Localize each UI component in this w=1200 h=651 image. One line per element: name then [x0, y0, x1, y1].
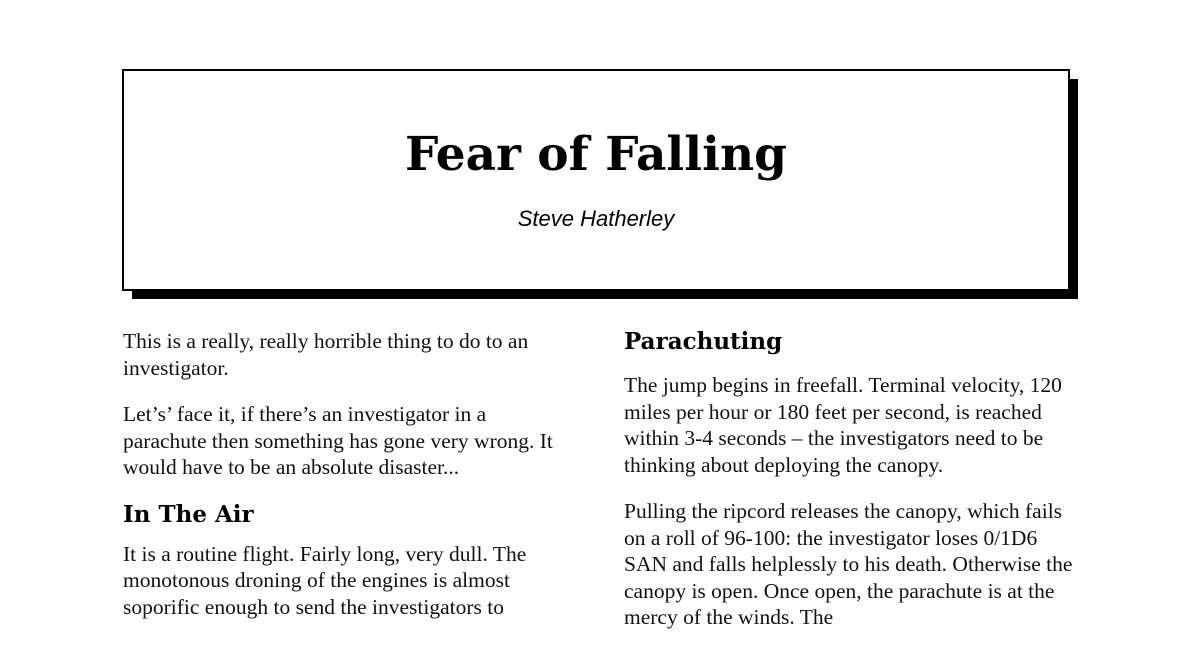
paragraph-ripcord: Pulling the ripcord releases the canopy, which fails on a roll of 96-100: the investigator loses 0/1D6 SAN and falls helplessly to his death. Otherwise the canopy is open. Once open, the parachute is at the mercy of the winds. The [624, 499, 1073, 629]
section-heading-parachuting: Parachuting [624, 328, 783, 355]
right-column [624, 328, 1074, 651]
title-box [122, 69, 1070, 291]
paragraph-freefall: The jump begins in freefall. Terminal velocity, 120 miles per hour or 180 feet per second, is reached within 3-4 seconds – the investigators need to be thinking about deploying the canopy. [624, 373, 1062, 477]
document-title: Fear of Falling [404, 127, 788, 182]
paragraph-intro: This is a really, really horrible thing to do to an investigator. [123, 329, 529, 380]
paragraph-routine-flight: It is a routine flight. Fairly long, very dull. The monotonous droning of the engines is almost soporific enough to send the investigators to [123, 541, 527, 619]
section-heading-in-the-air: In The Air [123, 500, 254, 528]
left-column [123, 328, 573, 640]
paragraph-disaster: Let’s’ face it, if there’s an investigator in a parachute then something has gone very wrong. It would have to be an absolute disaster... [123, 402, 553, 479]
document-author: Steve Hatherley [517, 206, 675, 231]
